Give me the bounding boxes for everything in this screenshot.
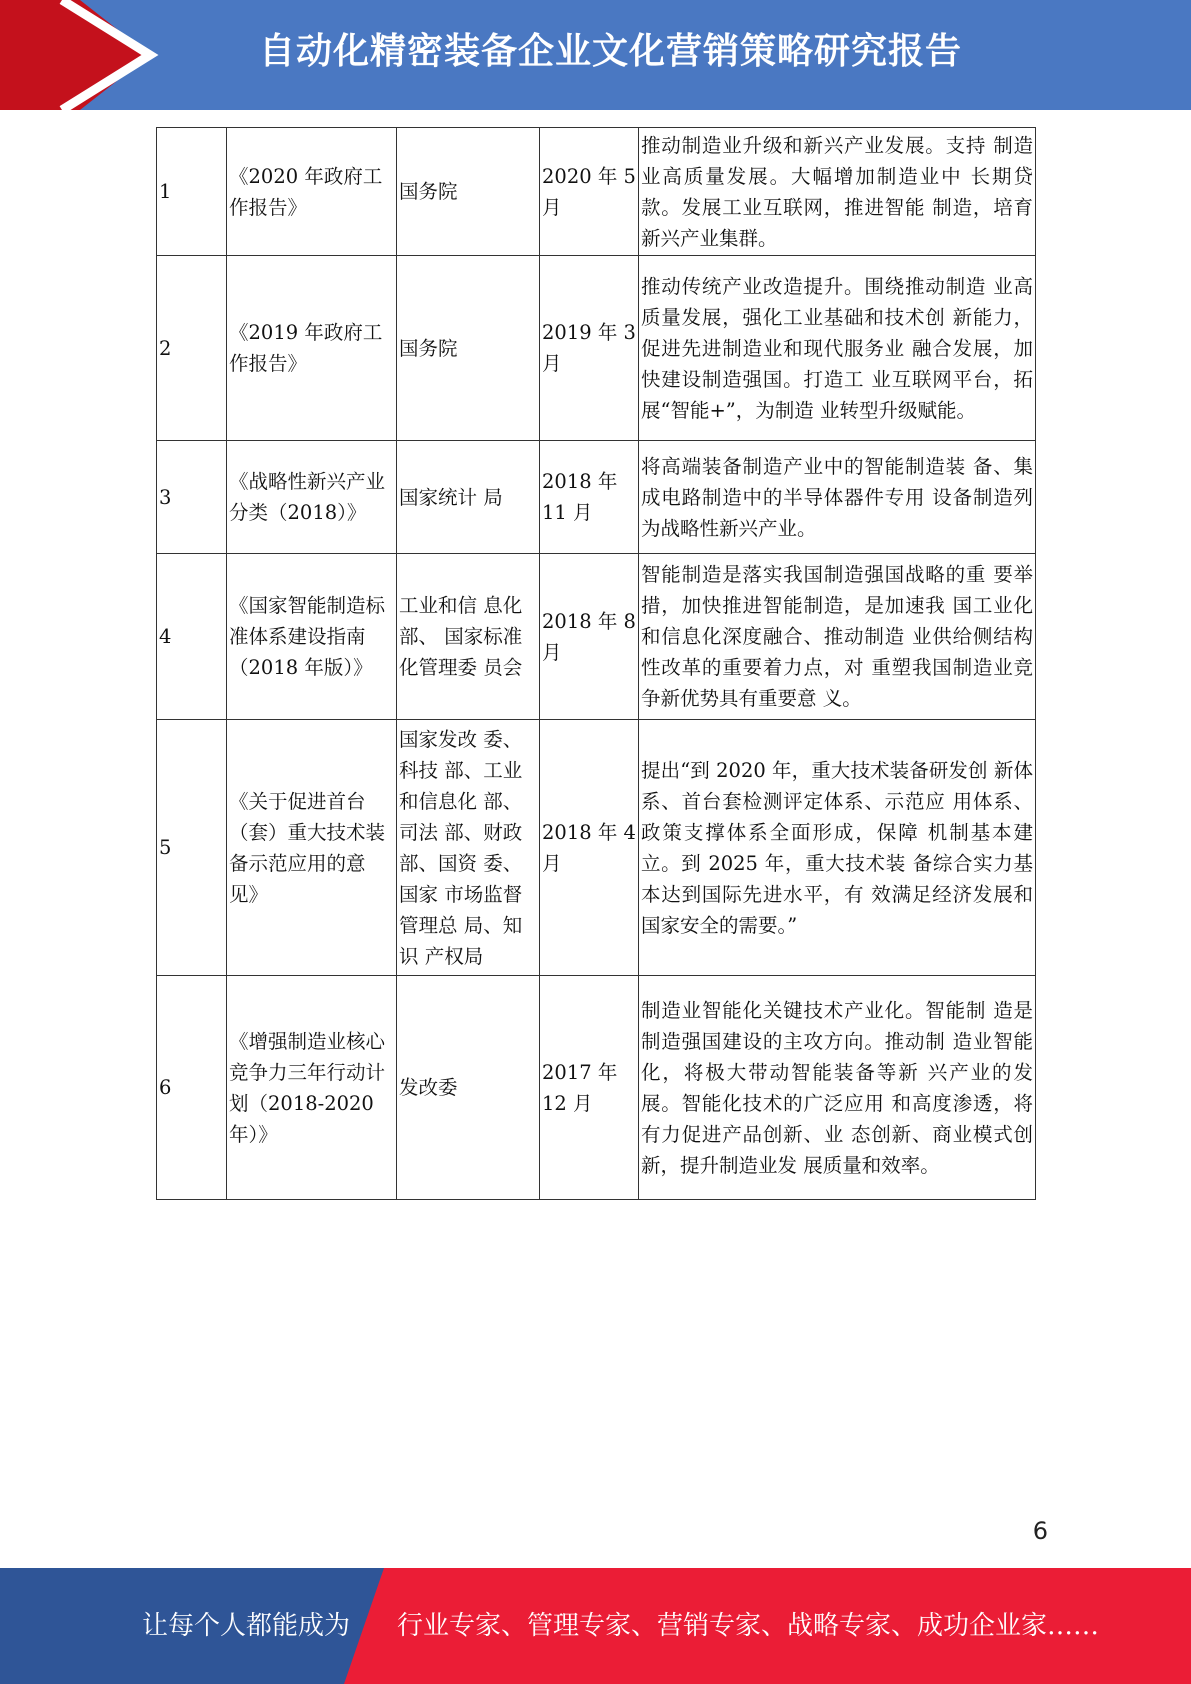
policy-name: 《战略性新兴产业分类（2018）》 [227,441,397,554]
issuing-organization: 国家统计 局 [397,441,540,554]
row-number: 1 [157,128,227,256]
issue-date: 2019 年 3 月 [540,256,639,441]
table-row [157,976,1036,1200]
table-row [157,720,1036,976]
footer-slogan-right: 行业专家、管理专家、营销专家、战略专家、成功企业家…… [397,1611,1100,1641]
row-number: 5 [157,720,227,976]
policy-description: 制造业智能化关键技术产业化。智能制 造是制造强国建设的主攻方向。推动制 造业智能化，将极大带动智能装备等新 兴产业的发展。智能化技术的广泛应用 和高度渗透，将有力促进产品创新、业 态创新、商业模式创新，提升制造业发 展质量和效率。 [639,976,1036,1200]
page-number: 6 [1032,1517,1048,1545]
policy-description: 推动传统产业改造提升。围绕推动制造 业高质量发展，强化工业基础和技术创 新能力，促进先进制造业和现代服务业 融合发展，加快建设制造强国。打造工 业互联网平台，拓展“智能+”，为制造 业转型升级赋能。 [639,256,1036,441]
issue-date: 2018 年 4 月 [540,720,639,976]
issuing-organization: 工业和信 息化部、 国家标准化管理委 员会 [397,554,540,720]
policy-name: 《国家智能制造标准体系建设指南（2018 年版）》 [227,554,397,720]
issuing-organization: 国务院 [397,256,540,441]
policy-name: 《关于促进首台（套）重大技术装备示范应用的意见》 [227,720,397,976]
issue-date: 2020 年 5 月 [540,128,639,256]
table-row [157,441,1036,554]
issue-date: 2018 年 8 月 [540,554,639,720]
issuing-organization: 发改委 [397,976,540,1200]
policy-description: 提出“到 2020 年，重大技术装备研发创 新体系、首台套检测评定体系、示范应 用体系、政策支撑体系全面形成，保障 机制基本建立。到 2025 年，重大技术装 备综合实力基本达到国际先进水平，有 效满足经济发展和国家安全的需要。” [639,720,1036,976]
issuing-organization: 国家发改 委、科技 部、工业和信息化 部、司法 部、财政部、国资 委、国家 市场监督管理总 局、知识 产权局 [397,720,540,976]
row-number: 4 [157,554,227,720]
policy-description: 推动制造业升级和新兴产业发展。支持 制造业高质量发展。大幅增加制造业中 长期贷款。发展工业互联网，推进智能 制造，培育新兴产业集群。 [639,128,1036,256]
policy-name: 《2020 年政府工作报告》 [227,128,397,256]
page-footer [0,1568,1191,1684]
table-row [157,128,1036,256]
footer-slogan-left: 让每个人都能成为 [142,1611,351,1641]
policy-table [156,127,1036,1200]
table-row [157,256,1036,441]
table-row [157,554,1036,720]
row-number: 2 [157,256,227,441]
issuing-organization: 国务院 [397,128,540,256]
row-number: 6 [157,976,227,1200]
policy-name: 《增强制造业核心竞争力三年行动计划（2018-2020 年）》 [227,976,397,1200]
policy-description: 智能制造是落实我国制造强国战略的重 要举措，加快推进智能制造，是加速我 国工业化和信息化深度融合、推动制造 业供给侧结构性改革的重要着力点，对 重塑我国制造业竞争新优势具有重要意 义。 [639,554,1036,720]
issue-date: 2017 年 12 月 [540,976,639,1200]
page-header [0,0,1191,110]
policy-description: 将高端装备制造产业中的智能制造装 备、集成电路制造中的半导体器件专用 设备制造列为战略性新兴产业。 [639,441,1036,554]
policy-name: 《2019 年政府工作报告》 [227,256,397,441]
issue-date: 2018 年 11 月 [540,441,639,554]
document-title: 自动化精密装备企业文化营销策略研究报告 [258,31,962,72]
row-number: 3 [157,441,227,554]
